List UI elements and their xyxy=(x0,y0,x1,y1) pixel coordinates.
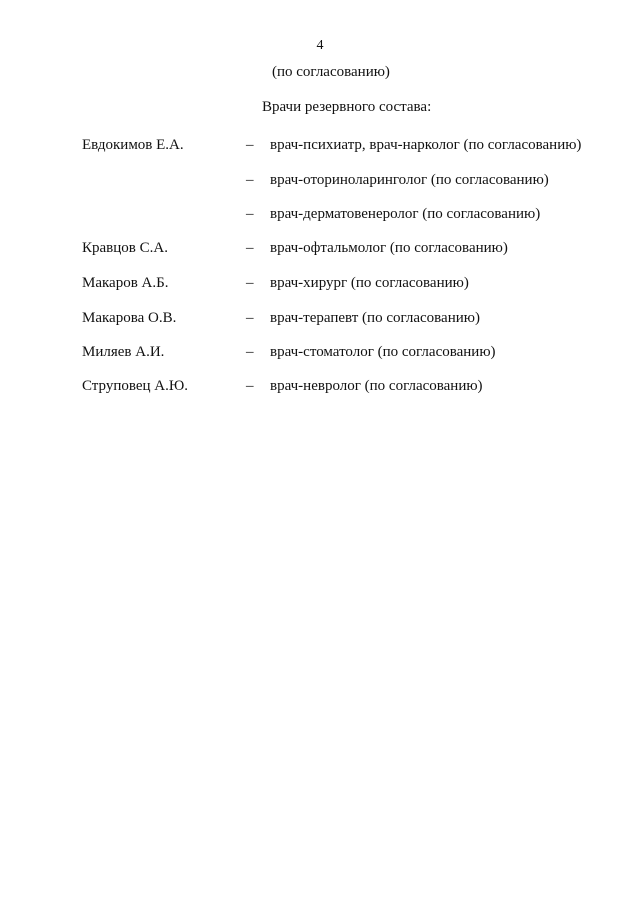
dash-separator: – xyxy=(246,344,254,360)
staff-row xyxy=(0,275,640,295)
dash-separator: – xyxy=(246,206,254,222)
page-number: 4 xyxy=(316,38,324,53)
staff-row xyxy=(0,137,640,157)
staff-role: врач-терапевт (по согласованию) xyxy=(270,310,480,326)
staff-role: врач-оториноларинголог (по согласованию) xyxy=(270,172,549,188)
staff-row xyxy=(0,378,640,398)
staff-name: Кравцов С.А. xyxy=(82,240,168,256)
staff-name: Макарова О.В. xyxy=(82,310,177,326)
staff-role: врач-психиатр, врач-нарколог (по согласованию) xyxy=(270,137,582,153)
staff-name: Струповец А.Ю. xyxy=(82,378,189,394)
staff-row xyxy=(0,344,640,364)
staff-role: врач-стоматолог (по согласованию) xyxy=(270,344,496,360)
dash-separator: – xyxy=(246,172,254,188)
staff-name: Макаров А.Б. xyxy=(82,275,169,291)
staff-role: врач-офтальмолог (по согласованию) xyxy=(270,240,508,256)
staff-row xyxy=(0,206,640,226)
staff-role: врач-хирург (по согласованию) xyxy=(270,275,469,291)
dash-separator: – xyxy=(246,137,254,153)
staff-role: врач-дерматовенеролог (по согласованию) xyxy=(270,206,541,222)
dash-separator: – xyxy=(246,275,254,291)
staff-name: Евдокимов Е.А. xyxy=(82,137,184,153)
staff-row xyxy=(0,310,640,330)
staff-name: Миляев А.И. xyxy=(82,344,165,360)
staff-row xyxy=(0,172,640,192)
dash-separator: – xyxy=(246,240,254,256)
dash-separator: – xyxy=(246,378,254,394)
staff-role: врач-невролог (по согласованию) xyxy=(270,378,483,394)
staff-row xyxy=(0,240,640,260)
approval-note: (по согласованию) xyxy=(272,64,390,80)
section-heading: Врачи резервного состава: xyxy=(262,99,432,115)
dash-separator: – xyxy=(246,310,254,326)
